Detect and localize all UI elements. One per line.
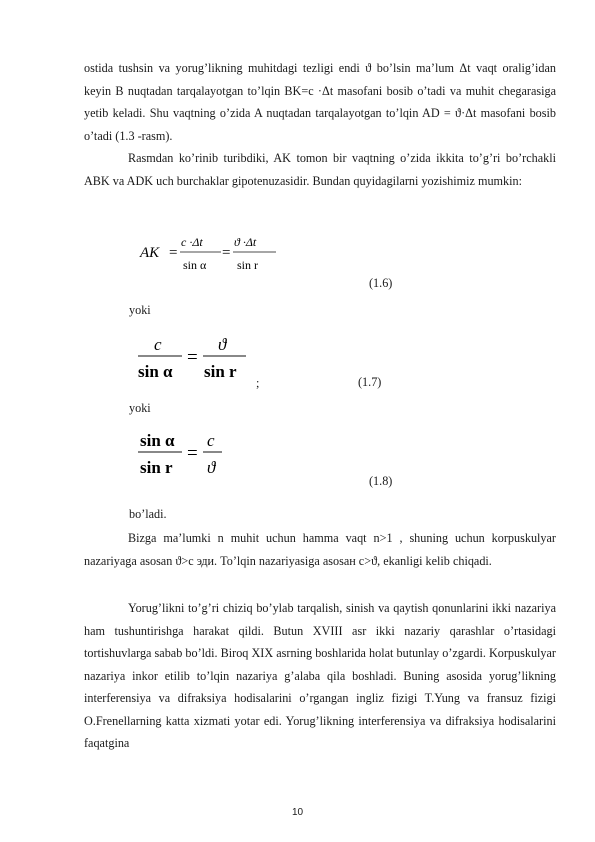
equation-number-1-7: (1.7) bbox=[358, 375, 382, 389]
boladi-label: bo’ladi. bbox=[129, 507, 167, 521]
paragraph-2: Rasmdan ko’rinib turibdiki, AK tomon bir vaqtning o’zida ikkita to’g’ri bo’rchakli ABK va ADK uch burchaklar gipotenuzasidir. Bundan quyidagilarni yozishimiz mumkin: bbox=[84, 151, 556, 188]
equation-1-6 bbox=[136, 232, 296, 276]
eq8-denominator-1: sin r bbox=[140, 458, 173, 477]
eq7-numerator-2: ϑ bbox=[218, 335, 227, 354]
equation-1-7 bbox=[136, 330, 266, 386]
eq6-numerator-2: ϑ ·Δt bbox=[234, 235, 257, 249]
eq7-numerator-1: c bbox=[154, 335, 162, 354]
yoki-label-1: yoki bbox=[129, 303, 151, 317]
eq8-numerator-1: sin α bbox=[140, 431, 175, 450]
eq6-denominator-1: sin α bbox=[183, 258, 207, 272]
eq7-denominator-1: sin α bbox=[138, 362, 173, 381]
eq8-equals: = bbox=[187, 443, 198, 464]
paragraph-4: Yorug’likni to’g’ri chiziq bo’ylab tarqalish, sinish va qaytish qonunlarini ikki nazariya ham tushuntirishga harakat qildi. Butun XVIII asr ikki nazariy qarashlar o’rtasidagi tortishuvlarga sabab bo’ldi. Biroq XIX asrning boshlarida holat butunlay o’zgardi. Korpuskulyar nazariya inkor etilib to’lqin nazariya g’alaba qila boshladi. Buning asosida yorug’likning interferensiya va difraksiya hodisalarini o’rgangan ingliz fizigi T.Yung va fransuz fizigi O.Frenellarning katta xizmati yotar edi. Yorug’likning interferensiya va difraksiya hodisalarini faqatgina bbox=[84, 601, 556, 750]
eq7-denominator-2: sin r bbox=[204, 362, 237, 381]
equation-number-1-8: (1.8) bbox=[369, 474, 393, 488]
equation-number-1-6: (1.6) bbox=[369, 276, 393, 290]
page-number: 10 bbox=[291, 807, 304, 818]
eq6-equals-2: = bbox=[222, 245, 231, 261]
eq6-denominator-2: sin r bbox=[237, 258, 258, 272]
equation-1-8 bbox=[136, 426, 236, 482]
eq6-equals-1: = bbox=[169, 245, 178, 261]
paragraph-1: ostida tushsin va yorug’likning muhitdagi tezligi endi ϑ bo’lsin ma’lum Δt vaqt oralig’idan keyin B nuqtadan tarqalayotgan to’lqin BK=c ·Δt masofani bosib o’tadi va muhit chegarasiga yetib keladi. Shu vaqtning o’zida A nuqtadan tarqalayotgan to’lqin AD = ϑ·Δt masofani bosib o’tadi (1.3 -rasm). bbox=[84, 61, 556, 143]
eq7-separator: ; bbox=[256, 376, 260, 390]
eq6-numerator-1: c ·Δt bbox=[181, 235, 203, 249]
eq7-equals: = bbox=[187, 347, 198, 368]
eq8-numerator-2: c bbox=[207, 431, 215, 450]
yoki-label-2: yoki bbox=[129, 401, 151, 415]
paragraph-3: Bizga ma’lumki n muhit uchun hamma vaqt n>1 , shuning uchun korpuskulyar nazariyaga asosan ϑ>c эди. To’lqin nazariyasiga asosан c>ϑ, ekanligi kelib chiqadi. bbox=[84, 531, 556, 568]
eq8-denominator-2: ϑ bbox=[207, 458, 216, 477]
eq6-lhs: AK bbox=[140, 245, 160, 261]
